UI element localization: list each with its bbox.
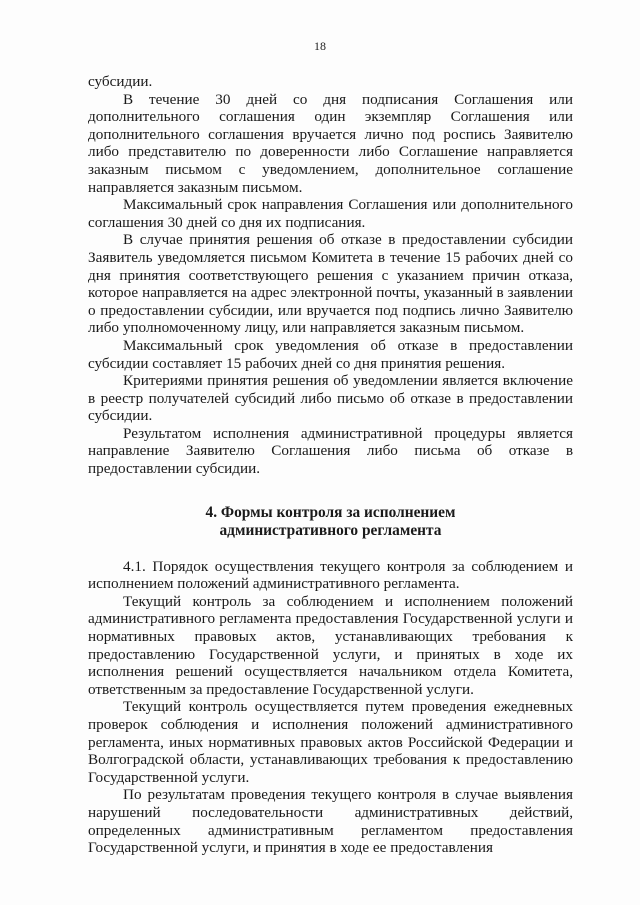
paragraph: Текущий контроль за соблюдением и исполнением положений административного регламента предоставления Государственной услуги и нормативных правовых актов, устанавливающих требования к предоставлению Государственной услуги, и принятых в ходе их исполнения решений осуществляется начальником отдела Комитета, ответственным за предоставление Государственной услуги. — [88, 592, 573, 698]
paragraphs-before-section — [88, 73, 573, 478]
paragraphs-after-section — [88, 558, 573, 857]
document-body — [88, 73, 573, 857]
page-number: 18 — [314, 39, 326, 53]
paragraph: 4.1. Порядок осуществления текущего контроля за соблюдением и исполнением положений административного регламента. — [88, 557, 573, 593]
section-heading-line-1: 4. Формы контроля за исполнением — [205, 503, 456, 521]
paragraph: Текущий контроль осуществляется путем проведения ежедневных проверок соблюдения и исполнения положений административного регламента, иных нормативных правовых актов Российской Федерации и Волгоградской области, устанавливающих требования к предоставлению Государственной услуги. — [88, 698, 573, 786]
paragraph: субсидии. — [88, 73, 153, 90]
paragraph: В течение 30 дней со дня подписания Соглашения или дополнительного соглашения один экземпляр Соглашения или дополнительного соглашения вручается лично под роспись Заявителю либо представителю по доверенности либо Соглашение направляется заказным письмом с уведомлением, дополнительное соглашение направляется заказным письмом. — [88, 90, 573, 196]
paragraph: Максимальный срок направления Соглашения или дополнительного соглашения 30 дней со дня их подписания. — [88, 196, 573, 231]
paragraph: Критериями принятия решения об уведомлении является включение в реестр получателей субсидий либо письмо об отказе в предоставлении субсидии. — [88, 372, 573, 425]
section-heading — [88, 504, 573, 540]
paragraph: По результатам проведения текущего контроля в случае выявления нарушений последовательности административных действий, определенных административным регламентом предоставления Государственной услуги, и принятия в ходе ее предоставления — [88, 786, 573, 857]
section-heading-line-2: административного регламента — [219, 521, 442, 539]
paragraph: Максимальный срок уведомления об отказе в предоставлении субсидии составляет 15 рабочих дней со дня принятия решения. — [88, 336, 573, 372]
paragraph: Результатом исполнения административной процедуры является направление Заявителю Соглашения либо письма об отказе в предоставлении субсидии. — [88, 424, 573, 478]
paragraph: В случае принятия решения об отказе в предоставлении субсидии Заявитель уведомляется письмом Комитета в течение 15 рабочих дней со дня принятия соответствующего решения с указанием причин отказа, которое направляется на адрес электронной почты, указанный в заявлении о предоставлении субсидии, или вручается под подпись лично Заявителю либо уполномоченному лицу, или направляется заказным письмом. — [88, 231, 573, 337]
